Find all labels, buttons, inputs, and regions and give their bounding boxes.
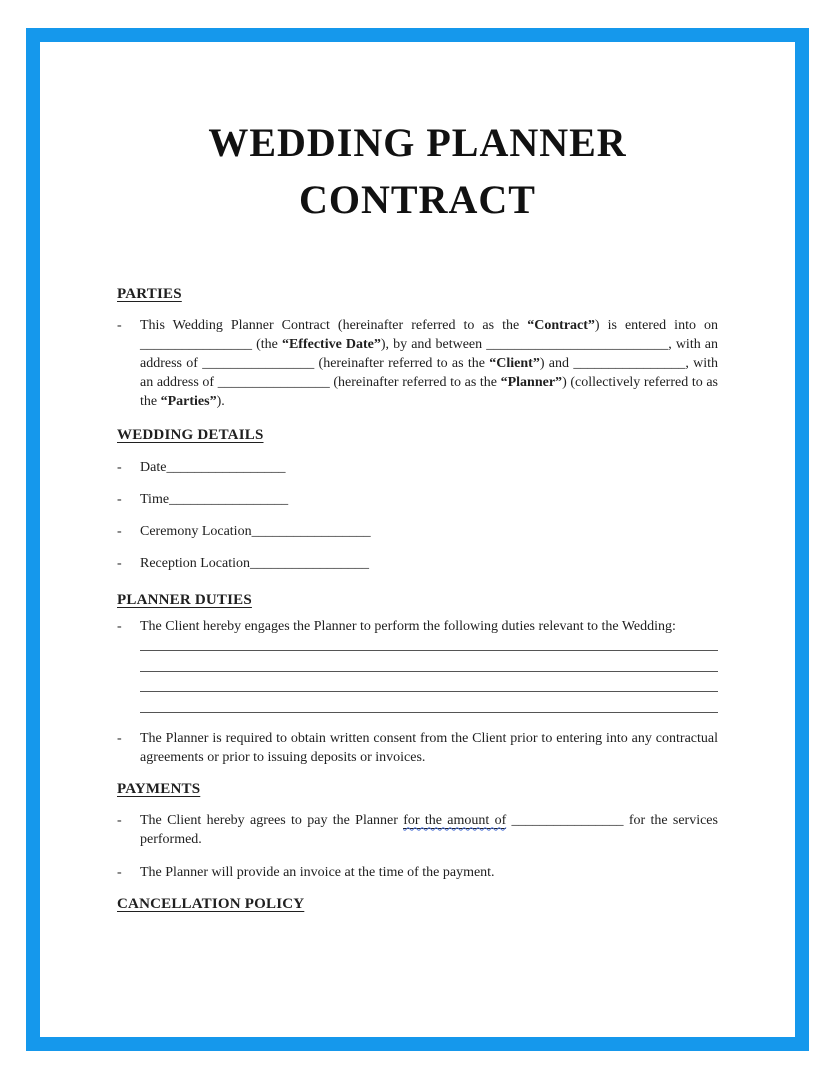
field-date-label: Date (140, 460, 167, 475)
parties-text: ). (216, 394, 225, 409)
underlined-phrase-for-the-amount-of: for the amount of (403, 812, 507, 828)
parties-text: (hereinafter referred to as the (314, 356, 490, 371)
planner-name-blank: ________________ (573, 356, 686, 371)
document-title (117, 114, 718, 228)
bullet-marker: - (117, 730, 122, 746)
section-heading-planner-duties: PLANNER DUTIES (117, 592, 252, 608)
section-heading-parties: PARTIES (117, 286, 182, 302)
payments-clause-1 (117, 811, 718, 849)
field-time (117, 490, 718, 509)
bullet-marker: - (117, 864, 122, 880)
field-date (117, 458, 718, 477)
write-in-line (140, 672, 718, 693)
planner-duties-clause-1 (117, 617, 718, 636)
payments-paragraph (140, 811, 718, 849)
field-ceremony-location-label: Ceremony Location (140, 524, 252, 539)
section-heading-wedding-details: WEDDING DETAILS (117, 427, 264, 443)
planner-address-blank: ________________ (217, 375, 330, 390)
parties-text: ), by and between (380, 337, 487, 352)
term-client: “Client” (489, 356, 540, 371)
parties-clause (117, 316, 718, 411)
duties-write-in-area (140, 636, 718, 713)
planner-duties-text-1: The Client hereby engages the Planner to perform the following duties relevant to the Wedding: (140, 619, 676, 634)
field-ceremony-location (117, 522, 718, 541)
parties-text: This Wedding Planner Contract (hereinafter referred to as the (140, 318, 528, 333)
parties-text: ) (collectively referred to as the (140, 375, 718, 409)
effective-date-blank: ________________ (140, 337, 252, 352)
payments-clause-2 (117, 863, 718, 882)
write-in-line (140, 651, 718, 672)
field-ceremony-location-blank: _________________ (251, 524, 371, 539)
write-in-line (140, 692, 718, 713)
document-title-line-1: WEDDING PLANNER (208, 120, 627, 165)
bullet-marker: - (117, 318, 122, 333)
document-title-line-2: CONTRACT (299, 177, 536, 222)
term-planner: “Planner” (500, 375, 563, 390)
term-parties: “Parties” (160, 394, 217, 409)
bullet-marker: - (117, 460, 122, 475)
payments-text: The Client hereby agrees to pay the Planner (140, 812, 404, 828)
client-name-blank: __________________________ (486, 337, 669, 352)
field-date-blank: _________________ (166, 460, 286, 475)
write-in-line (140, 636, 718, 651)
bullet-marker: - (117, 556, 122, 571)
planner-duties-clause-2 (117, 729, 718, 767)
section-heading-payments: PAYMENTS (117, 780, 201, 797)
document-content (117, 42, 718, 914)
term-contract: “Contract” (527, 318, 595, 333)
parties-text: (hereinafter referred to as the (329, 375, 501, 390)
bullet-marker: - (117, 524, 122, 539)
payments-text: for the services performed. (140, 812, 718, 847)
field-reception-location (117, 554, 718, 573)
parties-text: ) is entered into on (594, 318, 718, 333)
client-address-blank: ________________ (202, 356, 315, 371)
parties-text: , with an address of (140, 356, 718, 390)
payment-amount-blank: ________________ (506, 812, 629, 828)
parties-text: (the (252, 337, 282, 352)
bullet-marker: - (117, 812, 122, 828)
term-effective-date: “Effective Date” (281, 337, 381, 352)
field-reception-location-blank: _________________ (250, 556, 370, 571)
field-time-label: Time (140, 492, 170, 507)
parties-text: ) and (539, 356, 574, 371)
field-reception-location-label: Reception Location (140, 556, 251, 571)
parties-paragraph (140, 316, 718, 411)
bullet-marker: - (117, 619, 122, 634)
field-time-blank: _________________ (169, 492, 289, 507)
parties-text: , with an address of (140, 337, 719, 371)
planner-duties-text-2: The Planner is required to obtain written consent from the Client prior to entering into any contractual agreements or prior to issuing deposits or invoices. (140, 730, 718, 765)
payments-text-2: The Planner will provide an invoice at the time of the payment. (140, 864, 495, 880)
section-heading-cancellation-policy: CANCELLATION POLICY (117, 895, 305, 912)
bullet-marker: - (117, 492, 122, 507)
